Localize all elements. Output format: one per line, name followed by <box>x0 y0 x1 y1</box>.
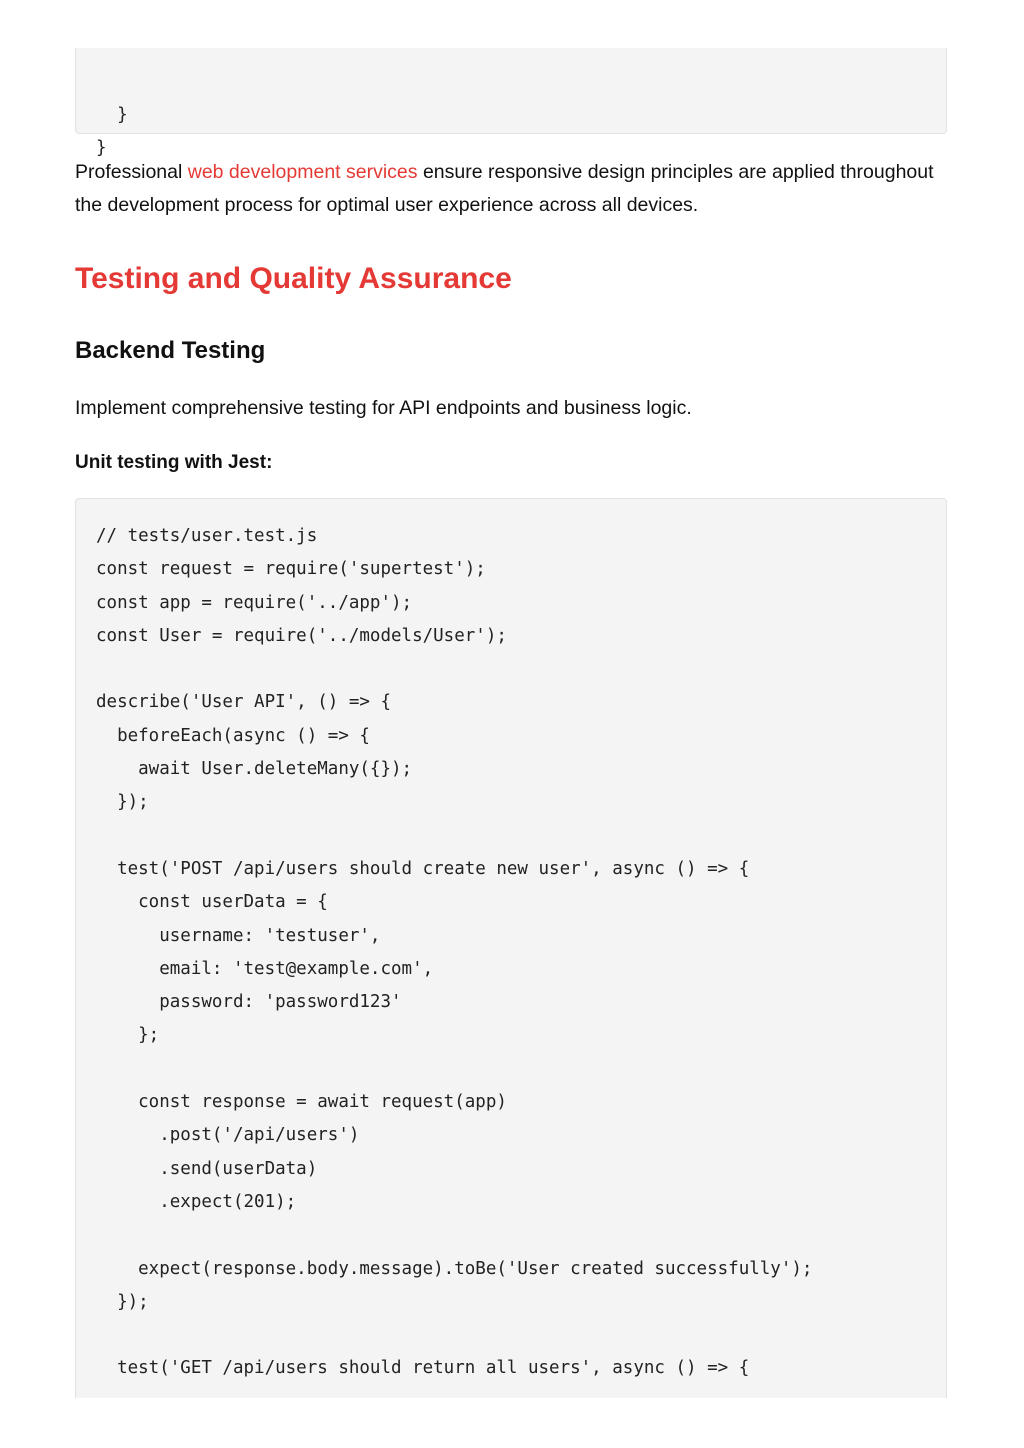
web-development-services-link[interactable]: web development services <box>187 161 418 183</box>
code-label: Unit testing with Jest: <box>75 452 273 473</box>
code-block-continued <box>75 48 947 158</box>
intro-text-before-link: Professional <box>75 161 188 183</box>
intro-text-after-link: ensure responsive design principles are applied throughout the development process for optimal user experience across all devices. <box>75 161 934 216</box>
subsection-heading: Backend Testing <box>75 337 266 364</box>
section-paragraph: Implement comprehensive testing for API endpoints and business logic. <box>75 397 692 419</box>
code-content: // tests/user.test.js const request = require('supertest'); const app = require('../app'); const User = require('../models/User'); describe('User API', () => { beforeEach(async () => { await User.deleteMany({}); }); test('POST /api/users should create new user', async () => { const userData = { username: 'testuser', email: 'test@example.com', password: 'password123' }; const response = await request(app) .post('/api/users') .send(userData) .expect(201); expect(response.body.message).toBe('User created successfully'); }); test('GET /api/users should return all users', async () => { <box>96 526 813 1379</box>
section-heading: Testing and Quality Assurance <box>75 262 512 295</box>
code-line: } <box>96 105 128 125</box>
code-line: } <box>96 138 107 158</box>
code-block <box>75 498 947 1398</box>
intro-paragraph <box>75 156 945 222</box>
